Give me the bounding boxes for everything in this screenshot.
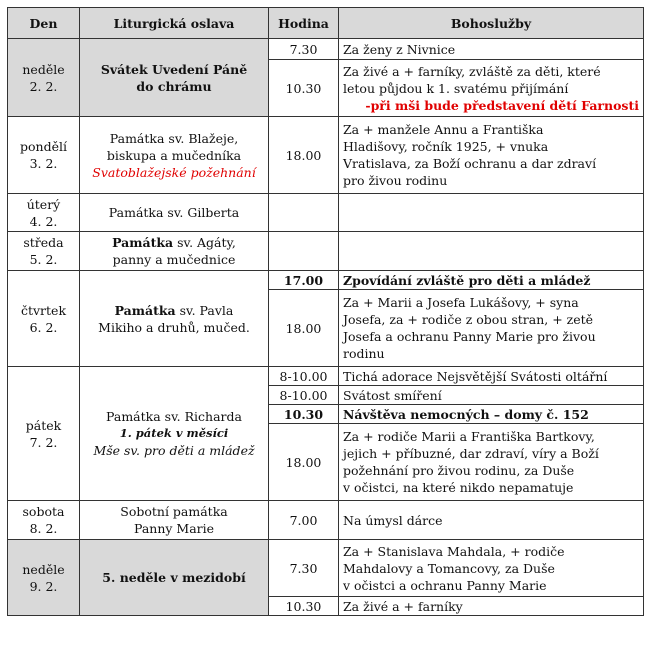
feast-cell: Památka sv. Gilberta [80, 194, 269, 232]
table-row [8, 117, 644, 194]
service-cell: Za + rodiče Marii a Františka Bartkovy, jejich + příbuzné, dar zdraví, víry a Boží požehnání pro živou rodinu, za Duše v očistci, na které nikdo nepamatuje [339, 424, 644, 501]
hour-cell: 8-10.00 [269, 386, 339, 405]
feast-cell: Památka sv. Richarda 1. pátek v měsíci Mše sv. pro děti a mládež [80, 367, 269, 501]
day-cell: čtvrtek 6. 2. [8, 271, 80, 367]
feast-sub: 1. pátek v měsíci [119, 426, 229, 440]
hour-cell: 7.30 [269, 39, 339, 60]
header-hour: Hodina [269, 8, 339, 39]
service-cell: Za živé a + farníky, zvláště za děti, které letou půjdou k 1. svatému přijímání -při mši bude představení dětí Farnosti [339, 60, 644, 117]
service-cell: Za + manžele Annu a Františka Hladišovy, ročník 1925, + vnuka Vratislava, za Boží ochranu a dar zdraví pro živou rodinu [339, 117, 644, 194]
feast-cell: Památka sv. Blažeje, biskupa a mučedníka Svatoblažejské požehnání [80, 117, 269, 194]
hour-cell [269, 194, 339, 232]
hour-cell: 10.30 [269, 597, 339, 616]
day-cell: pátek 7. 2. [8, 367, 80, 501]
hour-cell: 7.30 [269, 540, 339, 597]
service-cell: Tichá adorace Nejsvětější Svátosti oltářní [339, 367, 644, 386]
table-row [8, 367, 644, 386]
table-row [8, 540, 644, 597]
hour-cell: 18.00 [269, 117, 339, 194]
feast-cell: Památka sv. Pavla Mikiho a druhů, mučed. [80, 271, 269, 367]
hour-cell: 10.30 [269, 60, 339, 117]
hour-cell: 18.00 [269, 424, 339, 501]
hour-cell [269, 232, 339, 271]
day-cell: neděle 2. 2. [8, 39, 80, 117]
day-cell: středa 5. 2. [8, 232, 80, 271]
service-cell [339, 194, 644, 232]
service-cell: Za + Stanislava Mahdala, + rodiče Mahdalovy a Tomancovy, za Duše v očistci a ochranu Panny Marie [339, 540, 644, 597]
header-services: Bohoslužby [339, 8, 644, 39]
hour-cell: 8-10.00 [269, 367, 339, 386]
day-cell: úterý 4. 2. [8, 194, 80, 232]
service-cell: Svátost smíření [339, 386, 644, 405]
service-note: -při mši bude představení dětí Farnosti [365, 97, 639, 113]
table-row [8, 501, 644, 540]
table-row [8, 232, 644, 271]
service-cell: Zpovídání zvláště pro děti a mládež [339, 271, 644, 290]
day-cell: neděle 9. 2. [8, 540, 80, 616]
service-cell [339, 232, 644, 271]
day-cell: sobota 8. 2. [8, 501, 80, 540]
header-feast: Liturgická oslava [80, 8, 269, 39]
service-cell: Na úmysl dárce [339, 501, 644, 540]
feast-note: Svatoblažejské požehnání [92, 164, 256, 180]
feast-cell: Sobotní památka Panny Marie [80, 501, 269, 540]
hour-cell: 18.00 [269, 290, 339, 367]
hour-cell: 7.00 [269, 501, 339, 540]
feast-note: Mše sv. pro děti a mládež [93, 443, 255, 458]
feast-cell: 5. neděle v mezidobí [80, 540, 269, 616]
hour-cell: 17.00 [269, 271, 339, 290]
service-cell: Za ženy z Nivnice [339, 39, 644, 60]
header-day: Den [8, 8, 80, 39]
service-cell: Návštěva nemocných – domy č. 152 [339, 405, 644, 424]
hour-cell: 10.30 [269, 405, 339, 424]
service-cell: Za + Marii a Josefa Lukášovy, + syna Josefa, za + rodiče z obou stran, + zetě Josefa a ochranu Panny Marie pro živou rodinu [339, 290, 644, 367]
feast-cell: Památka sv. Agáty, panny a mučednice [80, 232, 269, 271]
table-row [8, 39, 644, 60]
schedule-table [7, 7, 644, 616]
feast-cell: Svátek Uvedení Páně do chrámu [80, 39, 269, 117]
day-cell: pondělí 3. 2. [8, 117, 80, 194]
service-cell: Za živé a + farníky [339, 597, 644, 616]
table-row [8, 194, 644, 232]
table-row [8, 271, 644, 290]
header-row [8, 8, 644, 39]
